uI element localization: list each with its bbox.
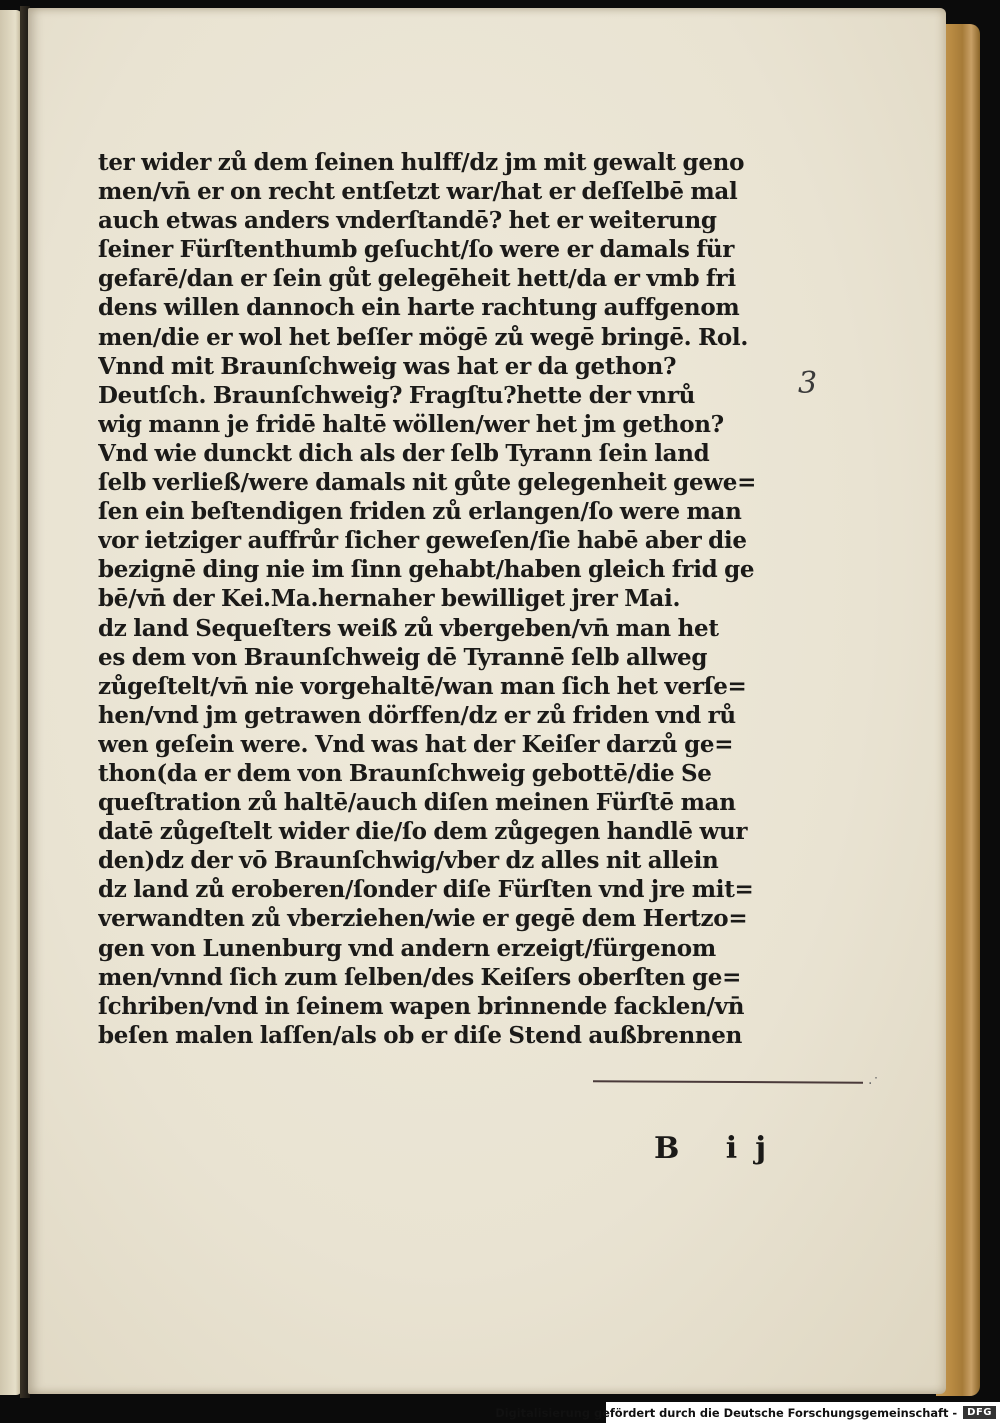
text-line: dz land Sequeſters weiß zů vbergeben/vn̄ man het bbox=[98, 614, 719, 642]
text-line: es dem von Braunſchweig dē Tyrannē ſelb allweg bbox=[98, 643, 708, 671]
text-line: datē zůgeſtelt wider die/ſo dem zůgegen handlē wur bbox=[98, 818, 748, 846]
text-line: bē/vn̄ der Kei.Ma.hernaher bewilliget jrer Mai. bbox=[98, 585, 681, 613]
text-line: ſen ein beſtendigen friden zů erlangen/ſo were man bbox=[98, 498, 742, 526]
text-line: men/vn̄ er on recht entſetzt war/hat er deſſelbē mal bbox=[98, 178, 738, 206]
text-line: dens willen dannoch ein harte rachtung auffgenom bbox=[98, 294, 740, 322]
text-line: ſelb verließ/were damals nit gůte gelegenheit gewe= bbox=[98, 469, 757, 497]
text-line: men/die er wol het beſſer mögē zů wegē bringē. Rol. bbox=[98, 323, 749, 351]
text-line: auch etwas anders vnderſtandē? het er weiterung bbox=[98, 207, 717, 235]
text-line: gefarē/dan er ſein gůt gelegēheit hett/da er vmb fri bbox=[98, 265, 736, 293]
margin-folio-note: 3 bbox=[798, 366, 818, 401]
text-line: men/vnnd ſich zum ſelben/des Keiſers oberſten ge= bbox=[98, 963, 742, 991]
text-line: verwandten zů vberziehen/wie er gegē dem Hertzo= bbox=[98, 905, 748, 933]
handwritten-underline bbox=[593, 1080, 863, 1083]
footer-credit: Digitalisierung gefördert durch die Deutsche Forschungsgemeinschaft - bbox=[495, 1405, 958, 1420]
facing-page-edge bbox=[0, 10, 22, 1395]
digitization-credit-bar bbox=[495, 1402, 1000, 1423]
text-line: queſtration zů haltē/auch diſen meinen Fürſtē man bbox=[98, 789, 736, 817]
text-line: bezignē ding nie im ſinn gehabt/haben gleich frid ge bbox=[98, 556, 755, 584]
signature-mark: B ij bbox=[654, 1131, 785, 1166]
text-block bbox=[98, 148, 798, 1050]
text-line: zůgeſtelt/vn̄ nie vorgehaltē/wan man ſich het verſe= bbox=[98, 672, 747, 700]
dfg-logo-icon: DFG bbox=[963, 1406, 996, 1419]
text-line: wen geſein were. Vnd was hat der Keiſer darzů ge= bbox=[98, 730, 734, 758]
text-line: Vnd wie dunckt dich als der ſelb Tyrann ſein land bbox=[98, 439, 710, 467]
book-page bbox=[28, 8, 946, 1394]
text-line: ſeiner Fürſtenthumb geſucht/ſo were er damals für bbox=[98, 236, 735, 264]
text-line: Vnnd mit Braunſchweig was hat er da gethon? bbox=[98, 352, 677, 380]
text-line: dz land zů eroberen/ſonder diſe Fürſten vnd jre mit= bbox=[98, 876, 754, 904]
text-line: vor ietziger auffrůr ſicher geweſen/ſie habē aber die bbox=[98, 527, 747, 555]
text-line: hen/vnd jm getrawen dörffen/dz er zů friden vnd rů bbox=[98, 701, 736, 729]
text-line: thon(da er dem von Braunſchweig gebottē/die Se bbox=[98, 759, 712, 787]
text-line: wig mann je fridē haltē wöllen/wer het jm gethon? bbox=[98, 410, 724, 438]
text-line: gen von Lunenburg vnd andern erzeigt/fürgenom bbox=[98, 934, 716, 962]
text-line: den)dz der vō Braunſchwig/vber dz alles nit allein bbox=[98, 847, 719, 875]
ink-mark: ·˙ bbox=[868, 1076, 880, 1092]
text-line: Deutſch. Braunſchweig? Fragſtu?hette der vnrů bbox=[98, 381, 696, 409]
text-line: beſen malen laſſen/als ob er diſe Stend außbrennen bbox=[98, 1021, 743, 1049]
text-line: ter wider zů dem ſeinen hulff/dz jm mit gewalt geno bbox=[98, 149, 745, 176]
text-line: ſchriben/vnd in ſeinem wapen brinnende facklen/vn̄ bbox=[98, 992, 745, 1020]
